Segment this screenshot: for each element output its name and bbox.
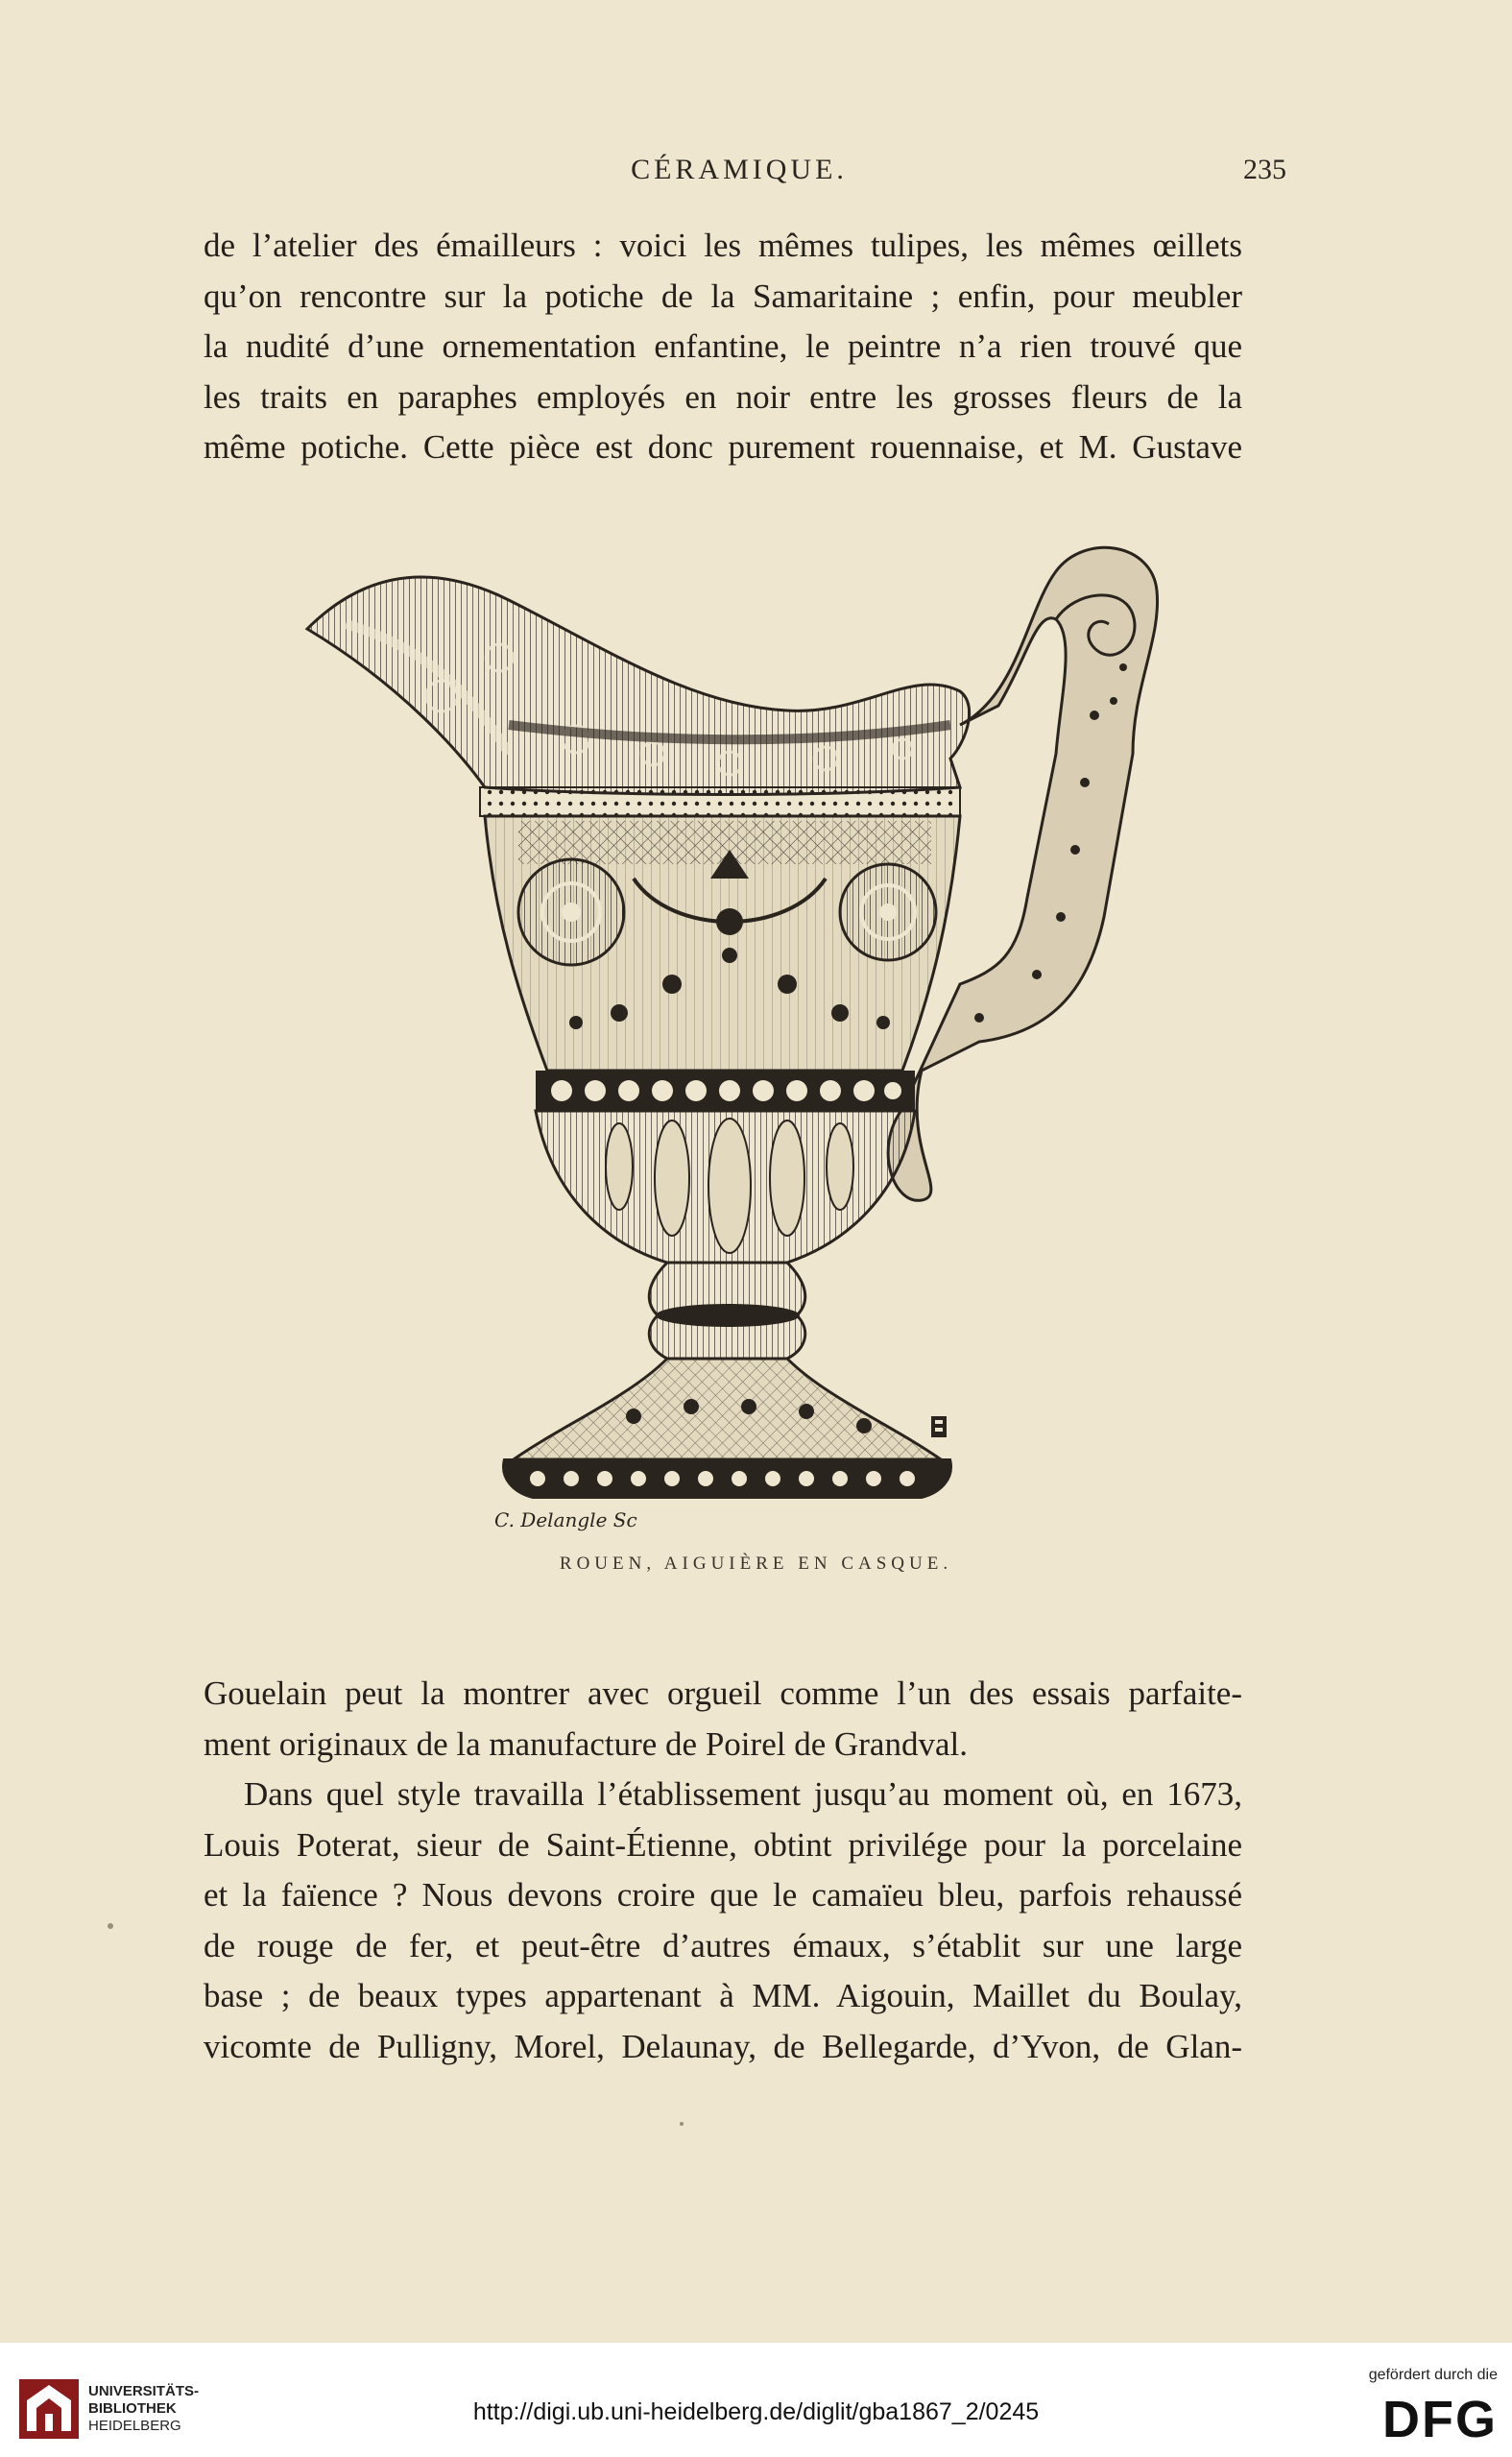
- text-line: la nudité d’une ornementation enfantine, le peintre n’a rien trouvé que: [204, 327, 1242, 365]
- paragraph-top: [204, 221, 1242, 473]
- medallion-right: [840, 864, 936, 960]
- funder-block: [1339, 2367, 1498, 2453]
- library-name-line: BIBLIOTHEK: [88, 2400, 177, 2417]
- figure-caption: ROUEN, AIGUIÈRE EN CASQUE.: [559, 1554, 953, 1574]
- text-line: les traits en paraphes employés en noir entre les grosses fleurs de la: [204, 377, 1242, 416]
- paper-speck: [108, 1923, 113, 1929]
- text-line: Gouelain peut la montrer avec orgueil comme l’un des essais parfaite-: [204, 1674, 1242, 1712]
- funding-note: gefördert durch die: [1368, 2367, 1498, 2383]
- library-name-line: UNIVERSITÄTS-: [88, 2383, 200, 2399]
- medallion-left: [518, 859, 624, 965]
- running-title: CÉRAMIQUE.: [631, 154, 848, 185]
- text-line: vicomte de Pulligny, Morel, Delaunay, de Bellegarde, d’Yvon, de Glan-: [204, 2027, 1242, 2065]
- dfg-logo: DFG: [1382, 2391, 1498, 2448]
- text-line: qu’on rencontre sur la potiche de la Samaritaine ; enfin, pour meubler: [204, 277, 1242, 315]
- text-line: même potiche. Cette pièce est donc purement rouennaise, et M. Gustave: [204, 428, 1242, 466]
- text-line: et la faïence ? Nous devons croire que le camaïeu bleu, parfois rehaussé: [204, 1876, 1242, 1914]
- engraver-signature: C. Delangle Sc: [494, 1508, 637, 1531]
- library-city: HEIDELBERG: [88, 2418, 181, 2434]
- paragraph-bottom: [204, 1669, 1242, 2072]
- text-line: Dans quel style travailla l’établissement jusqu’au moment où, en 1673,: [244, 1775, 1242, 1813]
- rim-band: [480, 787, 960, 816]
- paper-speck: [680, 2122, 684, 2126]
- digitization-footer: [0, 2343, 1512, 2457]
- running-head: [0, 154, 1512, 202]
- monogram-mark: [931, 1416, 947, 1437]
- text-line: de l’atelier des émailleurs : voici les mêmes tulipes, les mêmes œillets: [204, 227, 1242, 264]
- page-number: 235: [1243, 154, 1286, 185]
- text-line: ment originaux de la manufacture de Poirel de Grandval.: [204, 1724, 968, 1763]
- source-url-link[interactable]: http://digi.ub.uni-heidelberg.de/diglit/gba1867_2/0245: [472, 2398, 1040, 2425]
- ewer-engraving: [288, 533, 1229, 1536]
- ewer-spout: [307, 577, 970, 795]
- text-line: base ; de beaux types appartenant à MM. Aigouin, Maillet du Boulay,: [204, 1977, 1242, 2014]
- text-line: de rouge de fer, et peut-être d’autres émaux, s’établit sur une large: [204, 1926, 1242, 1964]
- text-line: Louis Poterat, sieur de Saint-Étienne, obtint privilége pour la porcelaine: [204, 1825, 1242, 1864]
